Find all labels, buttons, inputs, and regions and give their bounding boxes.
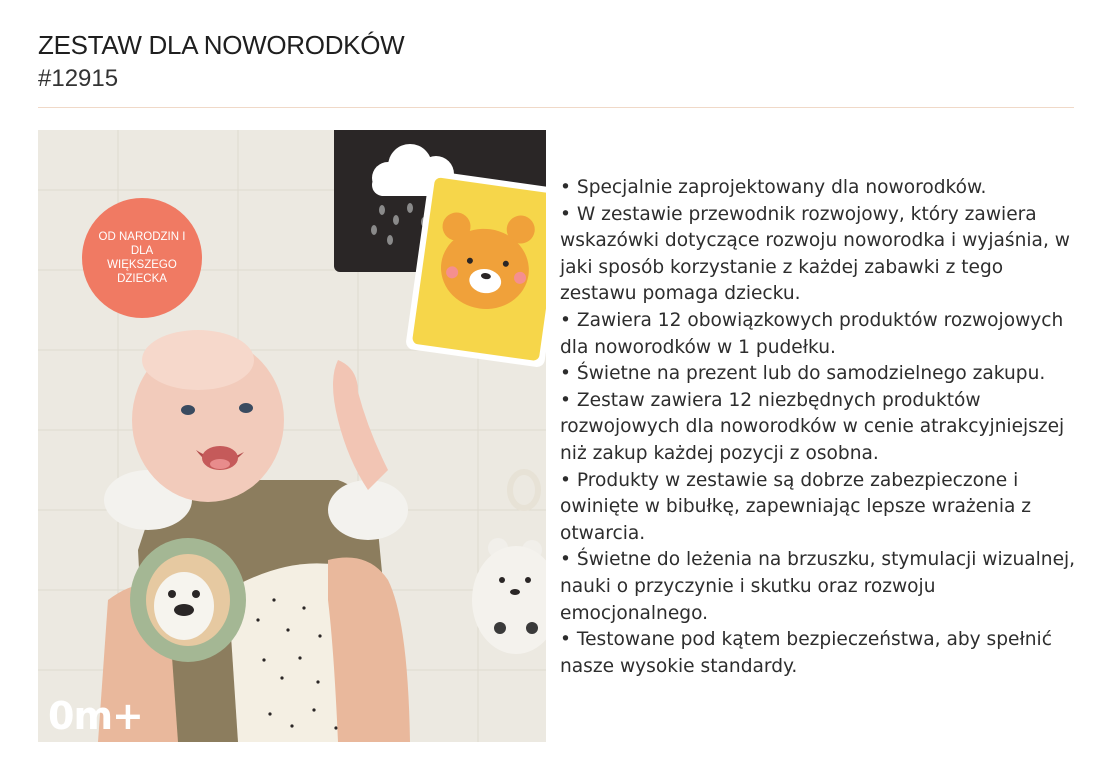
feature-item: • Zawiera 12 obowiązkowych produktów rozwojowych dla noworodków w 1 pudełku. — [560, 308, 1080, 361]
feature-item: • Świetne na prezent lub do samodzielnego zakupu. — [560, 361, 1080, 388]
age-label: 0m+ — [48, 694, 143, 738]
feature-item: • Zestaw zawiera 12 niezbędnych produktów rozwojowych dla noworodków w cenie atrakcyjniejszej niż zakup każdej pozycji z osobna. — [560, 388, 1080, 468]
feature-item: • Świetne do leżenia na brzuszku, stymulacji wizualnej, nauki o przyczynie i skutku oraz rozwoju emocjonalnego. — [560, 547, 1080, 627]
yellow-bear-card — [405, 170, 546, 368]
product-title: ZESTAW DLA NOWORODKÓW — [38, 30, 405, 60]
header-divider — [38, 107, 1074, 108]
badge-text: OD NARODZIN I DLA WIĘKSZEGO DZIECKA — [98, 231, 186, 285]
page-header — [38, 28, 404, 94]
feature-list — [560, 175, 1080, 680]
feature-item: • W zestawie przewodnik rozwojowy, który zawiera wskazówki dotyczące rozwoju noworodka i wyjaśnia, w jaki sposób korzystanie z każdej zabawki z tego zestawu pomaga dziecku. — [560, 202, 1080, 308]
rattle-toy — [130, 538, 246, 662]
feature-item: • Specjalnie zaprojektowany dla noworodków. — [560, 175, 1080, 202]
age-badge — [82, 198, 202, 318]
product-code: #12915 — [38, 65, 119, 92]
feature-item: • Testowane pod kątem bezpieczeństwa, aby spełnić nasze wysokie standardy. — [560, 627, 1080, 680]
feature-item: • Produkty w zestawie są dobrze zabezpieczone i owinięte w bibułkę, zapewniając lepsze wrażenia z otwarcia. — [560, 468, 1080, 548]
product-photo — [38, 130, 546, 742]
